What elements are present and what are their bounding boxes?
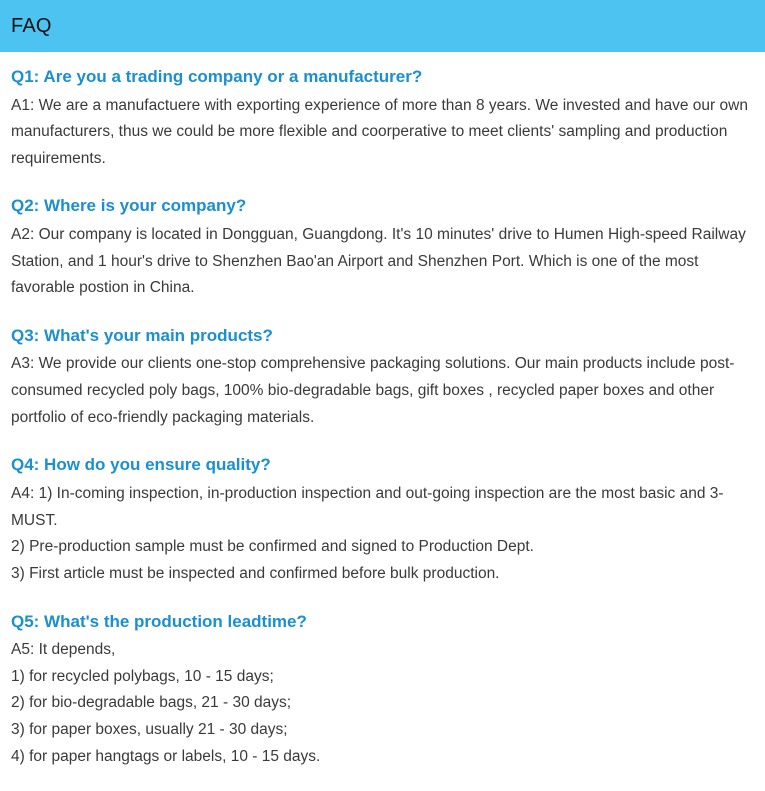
faq-question: Q3: What's your main products? [11, 325, 273, 345]
faq-question: Q5: What's the production leadtime? [11, 611, 307, 631]
faq-answer-line: 4) for paper hangtags or labels, 10 - 15 days. [11, 747, 321, 765]
faq-answer-line: A2: Our company is located in Dongguan, Guangdong. It's 10 minutes' drive to Humen High-speed Railway Station, and 1 hour's drive to Shenzhen Bao'an Airport and Shenzhen Port. Which is one of the most favorable postion in China. [11, 225, 746, 297]
faq-answer-line: 1) for recycled polybags, 10 - 15 days; [11, 667, 274, 685]
faq-item [11, 323, 751, 431]
faq-answer-line: 3) First article must be inspected and confirmed before bulk production. [11, 564, 500, 582]
faq-answer-line: A5: It depends, [11, 641, 116, 659]
faq-item [11, 452, 751, 587]
faq-item [11, 609, 751, 771]
faq-question: Q1: Are you a trading company or a manufacturer? [11, 67, 423, 86]
faq-question: Q4: How do you ensure quality? [11, 455, 271, 475]
page-title: FAQ [11, 14, 52, 37]
faq-question: Q2: Where is your company? [11, 196, 247, 216]
faq-item [11, 193, 751, 301]
faq-answer-line: 2) for bio-degradable bags, 21 - 30 days; [11, 694, 292, 712]
faq-header-bar [0, 0, 765, 52]
faq-answer-line: 3) for paper boxes, usually 21 - 30 days; [11, 721, 288, 738]
faq-answer-line: 2) Pre-production sample must be confirmed and signed to Production Dept. [11, 538, 534, 556]
faq-answer-line: A3: We provide our clients one-stop comprehensive packaging solutions. Our main products include post-consumed recycled poly bags, 100% bio-degradable bags, gift boxes , recycled paper boxes and other portfolio of eco-friendly packaging materials. [11, 355, 735, 426]
faq-item [11, 64, 751, 172]
faq-answer-line: A4: 1) In-coming inspection, in-production inspection and out-going inspection are the most basic and 3-MUST. [11, 484, 724, 529]
faq-answer-line: A1: We are a manufactuere with exporting experience of more than 8 years. We invested and have our own manufacturers, thus we could be more flexible and coorperative to meet clients' sampling and production requirements. [11, 96, 748, 167]
faq-content [0, 52, 765, 770]
